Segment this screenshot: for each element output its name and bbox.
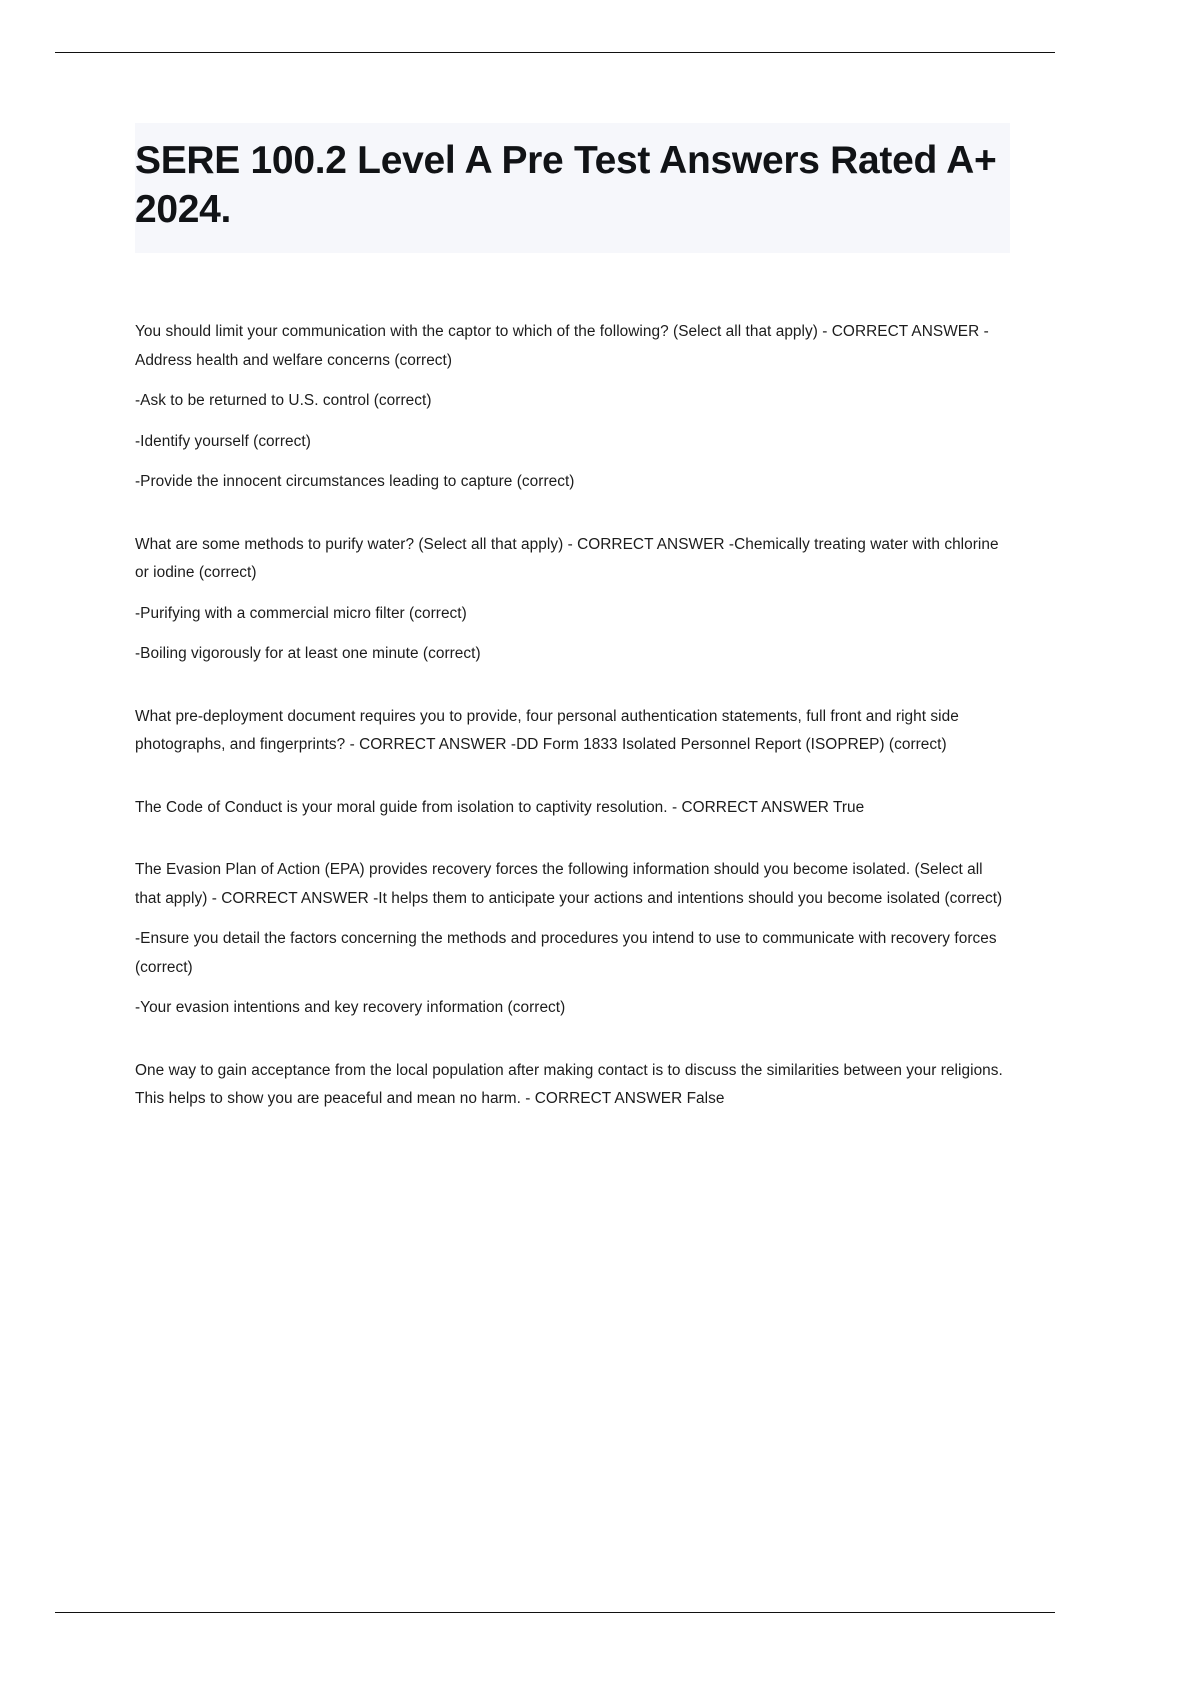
qa-paragraph: What pre-deployment document requires you to provide, four personal authentication statements, full front and right side photographs, and fingerprints? - CORRECT ANSWER -DD Form 1833 Isolated Personnel Report (ISOPREP) (correct) (135, 707, 959, 753)
page-top-divider (55, 52, 1055, 53)
qa-paragraph: -Identify yourself (correct) (135, 432, 311, 450)
page-title: SERE 100.2 Level A Pre Test Answers Rated A+ 2024. (135, 139, 997, 231)
qa-paragraph: -Ask to be returned to U.S. control (correct) (135, 392, 432, 409)
qa-paragraph: -Boiling vigorously for at least one minute (correct) (135, 645, 481, 662)
qa-paragraph: -Ensure you detail the factors concerning the methods and procedures you intend to use to communicate with recovery forces (correct) (135, 930, 997, 976)
qa-paragraph: The Evasion Plan of Action (EPA) provides recovery forces the following information should you become isolated. (Select all that apply) - CORRECT ANSWER -It helps them to anticipate your actions and intentions should you become isolated (correct) (135, 861, 1003, 907)
qa-group-pre-deployment-document (135, 703, 1007, 760)
qa-paragraph: One way to gain acceptance from the local population after making contact is to discuss the similarities between your religions. This helps to show you are peaceful and mean no harm. - CORRECT ANSWER False (135, 1061, 1003, 1107)
qa-paragraph: -Purifying with a commercial micro filter (correct) (135, 604, 467, 622)
qa-group-purify-water (135, 531, 1007, 669)
qa-paragraph: The Code of Conduct is your moral guide from isolation to captivity resolution. - CORRECT ANSWER True (135, 798, 865, 816)
page-bottom-divider (55, 1612, 1055, 1613)
page-title-block (135, 123, 1010, 253)
qa-paragraph: You should limit your communication with the captor to which of the following? (Select all that apply) - CORRECT ANSWER -Address health and welfare concerns (correct) (135, 323, 989, 369)
document-body (135, 318, 1007, 1114)
qa-paragraph: -Your evasion intentions and key recovery information (correct) (135, 999, 566, 1016)
qa-paragraph: What are some methods to purify water? (Select all that apply) - CORRECT ANSWER -Chemically treating water with chlorine or iodine (correct) (135, 535, 999, 581)
qa-paragraph: -Provide the innocent circumstances leading to capture (correct) (135, 473, 575, 490)
qa-group-gain-acceptance (135, 1057, 1007, 1114)
qa-group-code-of-conduct (135, 794, 1007, 823)
qa-group-limit-communication (135, 318, 1007, 497)
qa-group-evasion-plan-of-action (135, 856, 1007, 1023)
